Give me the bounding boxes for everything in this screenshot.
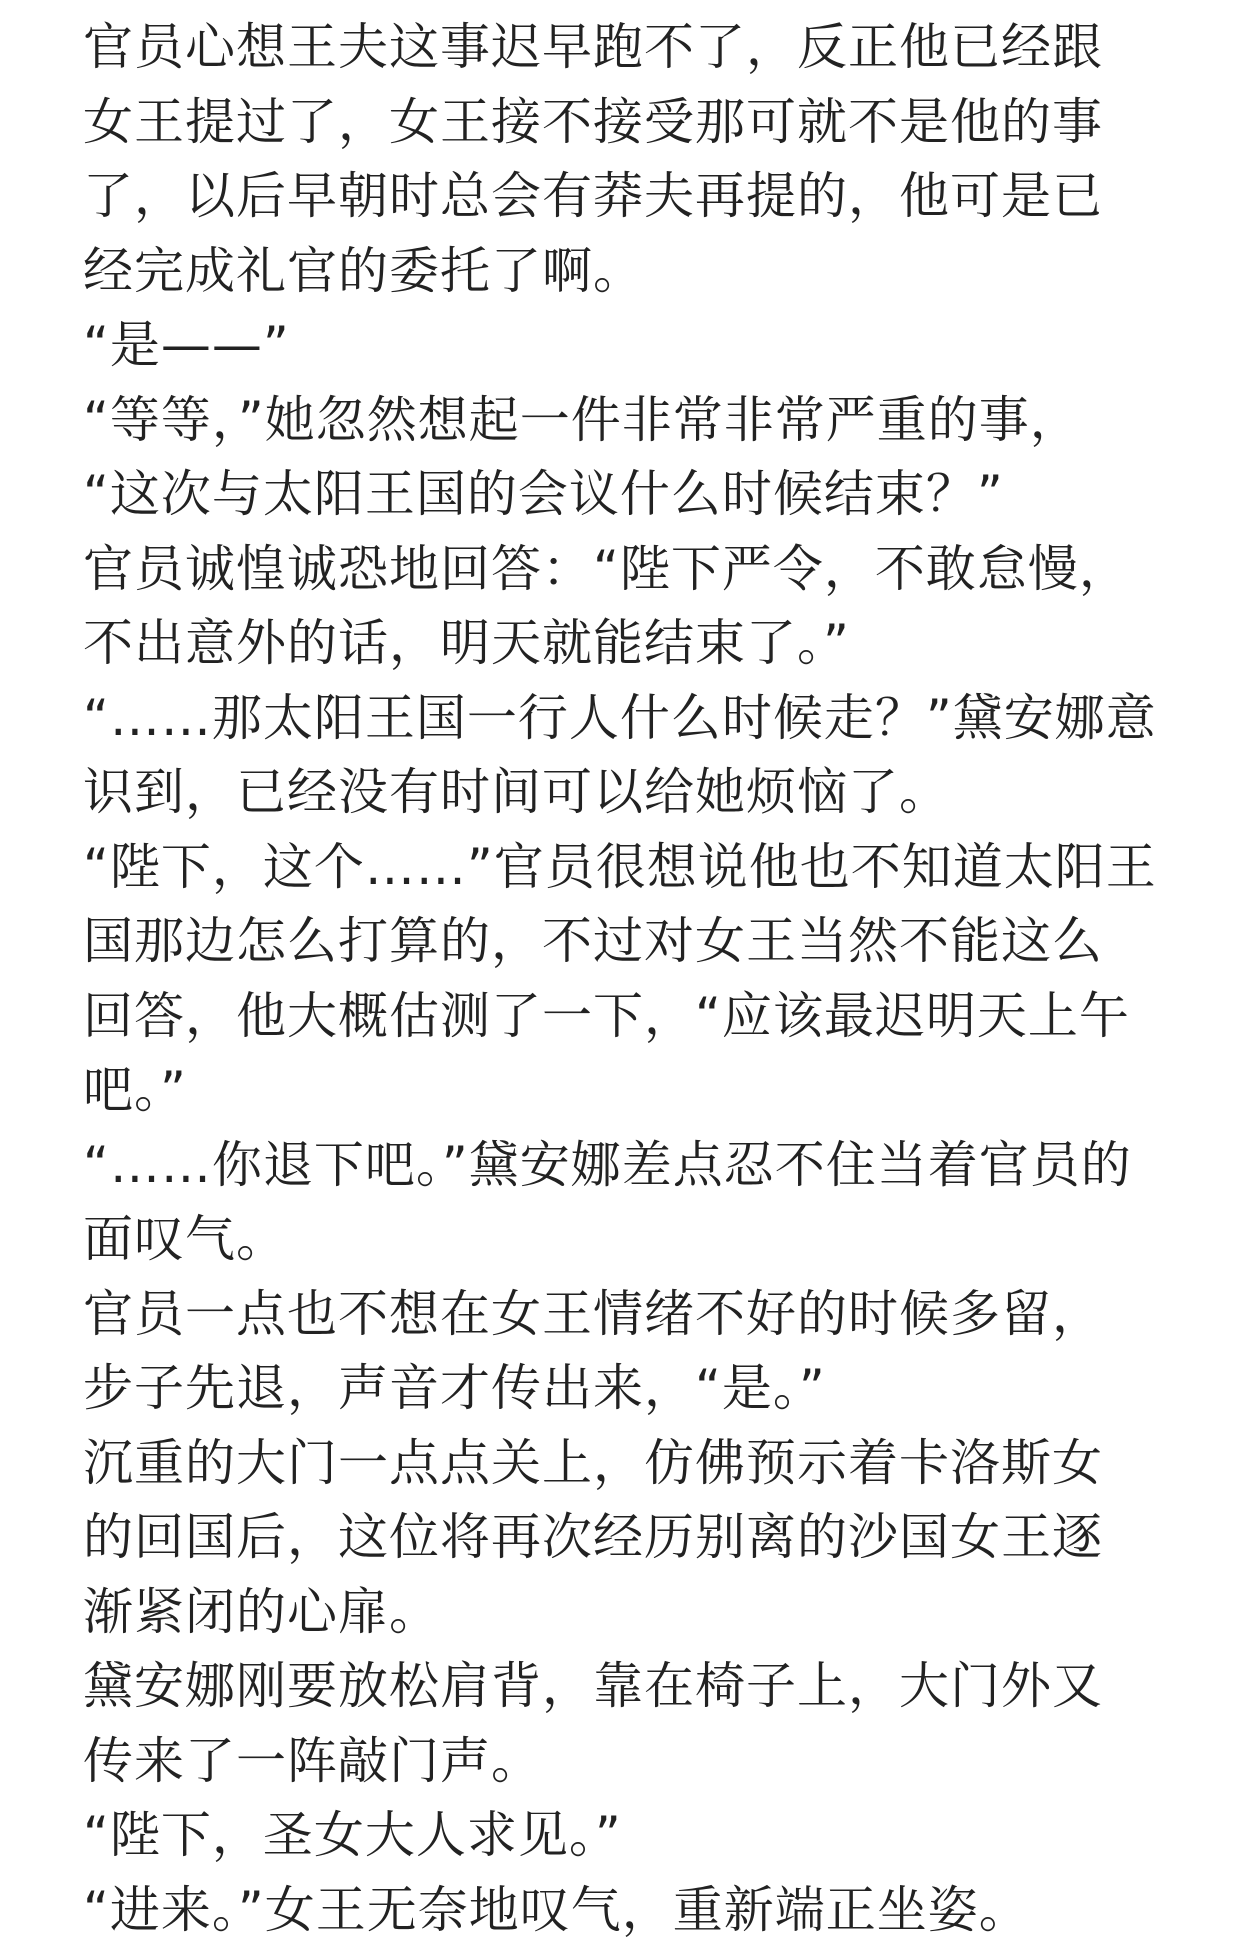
text-line: 国那边怎么打算的，不过对女王当然不能这么 [83, 904, 1173, 979]
text-line: “是——” [83, 308, 1173, 383]
text-line: 官员一点也不想在女王情绪不好的时候多留， [83, 1277, 1173, 1352]
text-line: 传来了一阵敲门声。 [83, 1724, 1173, 1799]
text-line: 了，以后早朝时总会有莽夫再提的，他可是已 [83, 159, 1173, 234]
text-line: 女王提过了，女王接不接受那可就不是他的事 [83, 85, 1173, 160]
text-line: 吧。” [83, 1053, 1173, 1128]
text-line: 官员心想王夫这事迟早跑不了，反正他已经跟 [83, 10, 1173, 85]
novel-text-body [83, 10, 1173, 1947]
text-line: 渐紧闭的心扉。 [83, 1575, 1173, 1650]
text-line: 识到，已经没有时间可以给她烦恼了。 [83, 755, 1173, 830]
text-line: 的回国后，这位将再次经历别离的沙国女王逐 [83, 1500, 1173, 1575]
text-line: 不出意外的话，明天就能结束了。” [83, 606, 1173, 681]
text-line: “等等，”她忽然想起一件非常非常严重的事， [83, 383, 1173, 458]
text-line: “这次与太阳王国的会议什么时候结束？” [83, 457, 1173, 532]
text-line: 步子先退，声音才传出来，“是。” [83, 1351, 1173, 1426]
text-line: 面叹气。 [83, 1202, 1173, 1277]
text-line: “……那太阳王国一行人什么时候走？”黛安娜意 [83, 681, 1173, 756]
text-line: 回答，他大概估测了一下，“应该最迟明天上午 [83, 979, 1173, 1054]
text-line: 黛安娜刚要放松肩背，靠在椅子上，大门外又 [83, 1649, 1173, 1724]
text-line: “进来。”女王无奈地叹气，重新端正坐姿。 [83, 1873, 1173, 1947]
text-line: “陛下，圣女大人求见。” [83, 1798, 1173, 1873]
text-line: 官员诚惶诚恐地回答：“陛下严令，不敢怠慢， [83, 532, 1173, 607]
text-line: “……你退下吧。”黛安娜差点忍不住当着官员的 [83, 1128, 1173, 1203]
text-line: “陛下，这个……”官员很想说他也不知道太阳王 [83, 830, 1173, 905]
text-line: 经完成礼官的委托了啊。 [83, 234, 1173, 309]
text-line: 沉重的大门一点点关上，仿佛预示着卡洛斯女 [83, 1426, 1173, 1501]
